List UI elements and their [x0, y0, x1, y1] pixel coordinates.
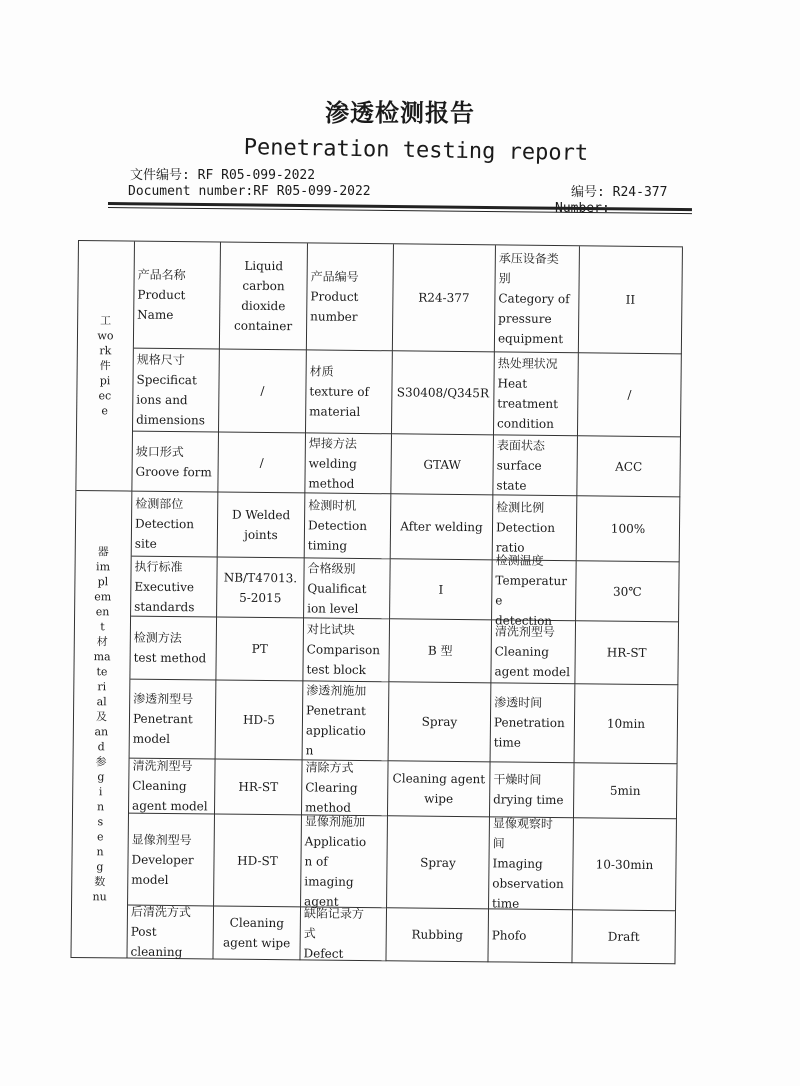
document-number-cn-label: 文件编号:	[130, 168, 190, 183]
document-number-cn-value: RF R05-099-2022	[197, 168, 316, 183]
field-label-r6-c5: 清洗剂型号 Cleaning agent model	[491, 620, 576, 684]
field-label-r5-c1: 执行标准 Executive standards	[131, 557, 218, 618]
field-label-r2-c3: 材质 texture of material	[306, 350, 393, 434]
field-value-r5-c2: NB/T47013. 5-2015	[217, 557, 305, 618]
field-label-r9-c5: 显像观察时 间 Imaging observation time	[489, 817, 574, 910]
field-label-r3-c1: 坡口形式 Groove form	[132, 432, 219, 493]
field-label-r2-c1: 规格尺寸 Specificat ions and dimensions	[133, 349, 220, 433]
field-value-r3-c2: /	[218, 432, 306, 493]
report-number-label: 编号:	[571, 185, 605, 200]
field-value-r2-c4: S30408/Q345R	[392, 351, 495, 435]
group-label-workpiece-text: 工 wo rk 件 pi ec e	[97, 314, 114, 418]
field-label-r8-c5: 干燥时间 drying time	[490, 762, 575, 818]
field-label-r7-c5: 渗透时间 Penetration time	[491, 683, 576, 763]
field-value-r7-c6: 10min	[575, 684, 679, 764]
group-label-workpiece	[76, 241, 135, 492]
field-value-r8-c4: Cleaning agent wipe	[388, 761, 491, 817]
field-value-r1-c4: R24-377	[393, 244, 496, 352]
field-value-r9-c6: 10-30min	[573, 818, 677, 911]
field-label-r9-c1: 显像剂型号 Developer model	[128, 814, 215, 907]
field-value-r7-c2: HD-5	[216, 680, 304, 760]
field-value-r4-c6: 100%	[577, 496, 681, 562]
field-label-r8-c1: 清洗剂型号 Cleaning agent model	[129, 759, 216, 815]
field-value-r8-c6: 5min	[574, 763, 678, 819]
field-label-r6-c3: 对比试块 Comparison test block	[303, 618, 390, 682]
field-value-r2-c2: /	[219, 349, 307, 433]
field-label-r5-c3: 合格级别 Qualificat ion level	[304, 558, 391, 619]
field-label-r4-c1: 检测部位 Detection site	[132, 492, 219, 558]
report-title-en: Penetration testing report	[243, 135, 589, 167]
report-grid	[70, 240, 682, 964]
field-label-r9-c3: 显像剂施加 Applicatio n of imaging agent	[301, 815, 388, 908]
document-number-en-value: RF R05-099-2022	[253, 184, 371, 199]
group-label-equipment-text: 器 im pl em en t 材 ma te ri al 及 an d 参 g i n s e n g 数 nu	[92, 545, 112, 904]
field-value-r9-c2: HD-ST	[214, 814, 302, 907]
field-value-r3-c4: GTAW	[391, 434, 494, 495]
field-label-r10-c5: Phofo	[488, 909, 573, 963]
document-number-en-label: Document number:	[128, 184, 254, 199]
field-label-r3-c5: 表面状态 surface state	[493, 435, 578, 496]
field-value-r6-c4: B 型	[389, 619, 492, 683]
field-value-r9-c4: Spray	[387, 816, 490, 909]
field-label-r4-c5: 检测比例 Detection ratio	[493, 495, 578, 561]
report-number-value: R24-377	[612, 185, 668, 200]
field-label-r5-c5: 检测温度 Temperature detection	[492, 560, 577, 621]
field-value-r2-c6: /	[578, 353, 682, 437]
document-number-cn	[130, 164, 315, 183]
group-label-equipment	[71, 491, 132, 959]
field-value-r1-c2: Liquid carbon dioxide container	[220, 242, 308, 350]
field-label-r7-c1: 渗透剂型号 Penetrant model	[130, 680, 217, 760]
field-value-r5-c6: 30℃	[576, 561, 680, 622]
field-label-r1-c3: 产品编号 Product number	[307, 243, 394, 351]
report-title-cn: 渗透检测报告	[325, 98, 475, 127]
field-label-r2-c5: 热处理状况 Heat treatment condition	[494, 352, 579, 436]
field-label-r3-c3: 焊接方法 welding method	[305, 433, 392, 494]
field-value-r7-c4: Spray	[389, 682, 492, 762]
field-label-r1-c5: 承压设备类 别 Category of pressure equipment	[495, 245, 580, 353]
field-label-r1-c1: 产品名称 Product Name	[134, 242, 221, 350]
field-label-r7-c3: 渗透剂施加 Penetrant applicatio n	[303, 681, 390, 761]
report-table	[70, 240, 682, 964]
field-value-r5-c4: I	[390, 559, 493, 620]
field-value-r6-c6: HR-ST	[575, 621, 679, 685]
field-value-r6-c2: PT	[216, 617, 304, 681]
report-number	[571, 181, 667, 200]
field-label-r10-c1: 后清洗方式 Post cleaning	[127, 906, 214, 960]
field-value-r8-c2: HR-ST	[215, 759, 303, 815]
field-label-r4-c3: 检测时机 Detection timing	[305, 493, 392, 559]
field-value-r10-c6: Draft	[572, 910, 676, 964]
field-value-r3-c6: ACC	[577, 436, 681, 497]
field-label-r8-c3: 清除方式 Clearing method	[302, 760, 389, 816]
field-value-r4-c2: D Welded joints	[218, 492, 306, 558]
field-value-r4-c4: After welding	[391, 494, 494, 560]
field-label-r10-c3: 缺陷记录方 式 Defect	[300, 907, 387, 961]
document-number-en	[128, 184, 371, 199]
field-value-r10-c2: Cleaning agent wipe	[213, 906, 301, 960]
field-value-r1-c6: II	[579, 246, 683, 354]
field-label-r6-c1: 检测方法 test method	[130, 617, 217, 681]
field-value-r10-c4: Rubbing	[386, 908, 489, 962]
